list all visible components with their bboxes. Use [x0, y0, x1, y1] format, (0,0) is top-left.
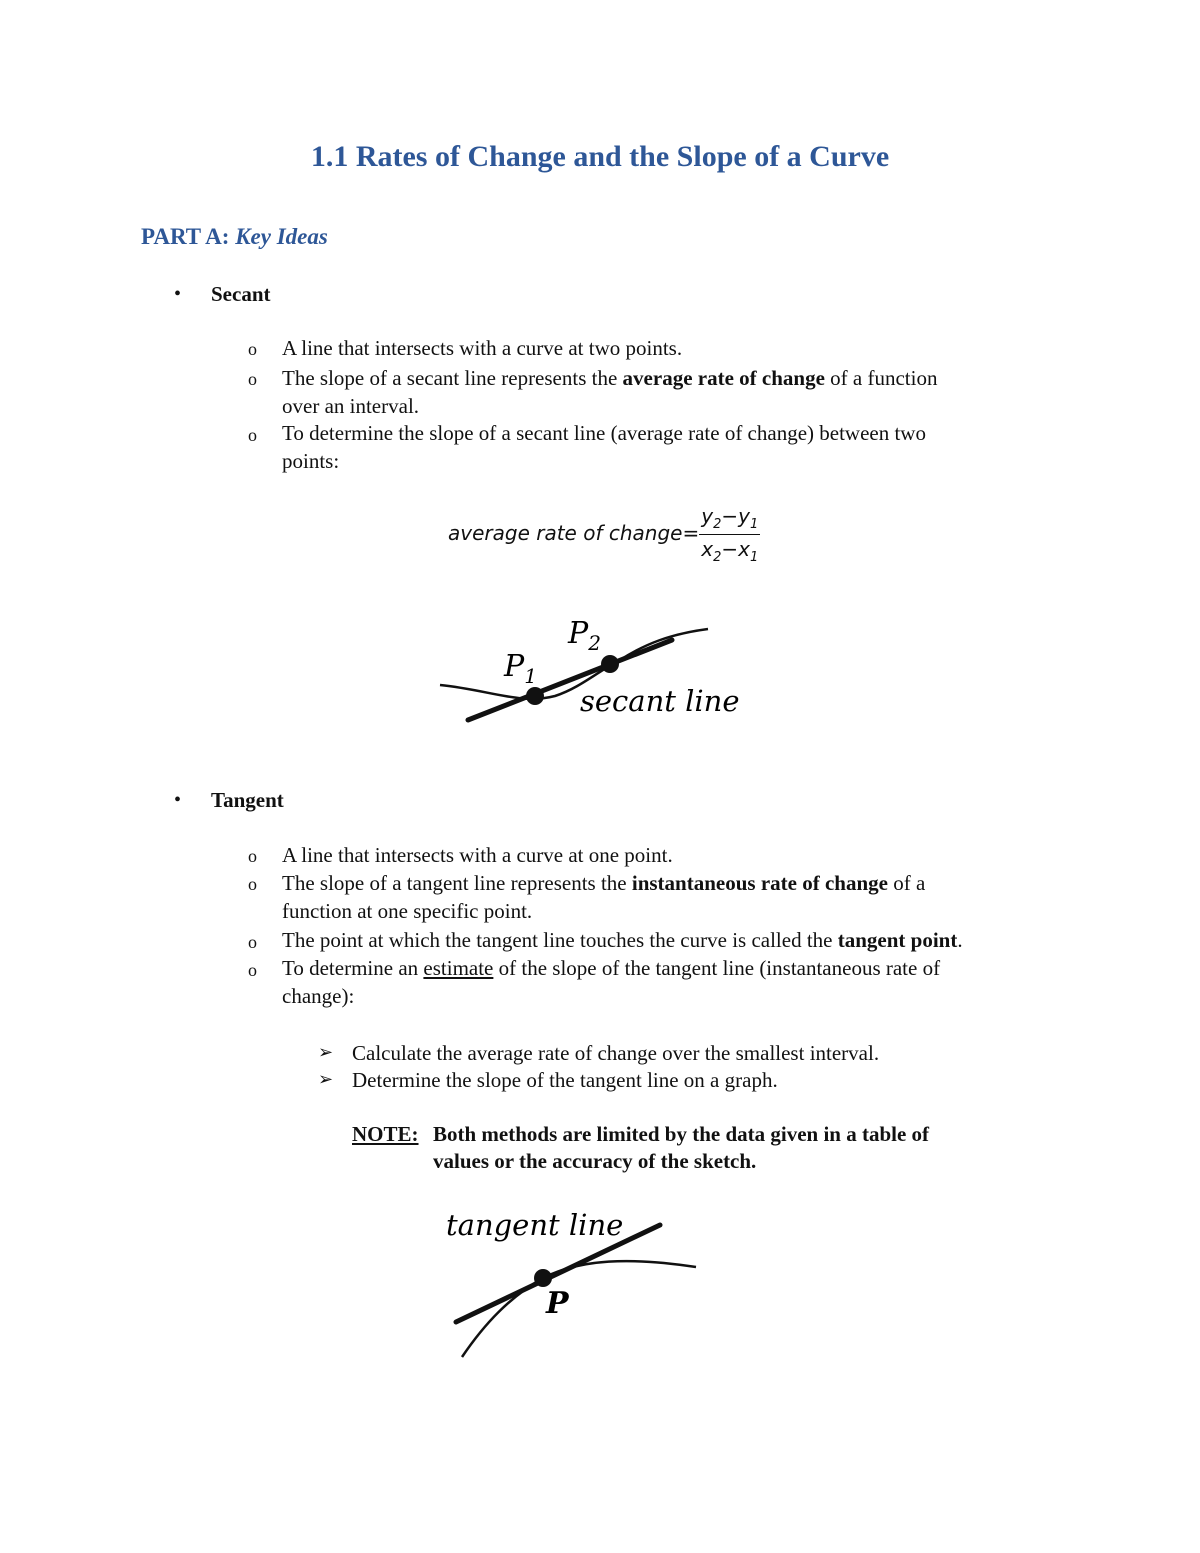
bullet-marker: • — [174, 283, 182, 305]
tangent-estimate-tail: of the slope of the tangent line (instantaneous rate of — [498, 956, 941, 980]
tangent-line-label: tangent line — [446, 1208, 624, 1242]
tangent-estimate-lead: To determine an — [282, 956, 419, 980]
part-label: PART A: — [141, 224, 230, 249]
tangent-slope-tail: of a — [893, 871, 926, 895]
average-rate-formula — [448, 504, 760, 565]
sub-marker: o — [248, 874, 257, 894]
part-subtitle: Key Ideas — [235, 224, 328, 249]
sub-marker: o — [248, 425, 257, 445]
secant-line-label: secant line — [580, 684, 740, 718]
secant-heading: Secant — [211, 282, 271, 306]
tangent-slope-lead: The slope of a tangent line represents the — [282, 871, 627, 895]
point-p — [534, 1269, 552, 1287]
secant-determine-line2: points: — [282, 449, 340, 473]
secant-slope-text — [282, 364, 1042, 420]
tangent-slope-line2: function at one specific point. — [282, 899, 533, 923]
tangent-definition: A line that intersects with a curve at one point. — [282, 843, 673, 867]
secant-slope-lead: The slope of a secant line represents the — [282, 366, 618, 390]
secant-slope-line2: over an interval. — [282, 394, 420, 418]
sub-marker: o — [248, 369, 257, 389]
tangent-estimate-text — [282, 954, 1062, 1010]
tangent-estimate-line2: change): — [282, 984, 355, 1008]
tangent-point-text — [282, 926, 1082, 954]
secant-slope-tail: of a function — [830, 366, 938, 390]
note-line-2: values or the accuracy of the sketch. — [433, 1149, 757, 1173]
sub-marker: o — [248, 960, 257, 980]
page-title: 1.1 Rates of Change and the Slope of a Curve — [310, 140, 890, 173]
curve — [462, 1261, 696, 1357]
note-line-1: Both methods are limited by the data given in a table of — [433, 1122, 930, 1146]
sub-marker: o — [248, 932, 257, 952]
tangent-slope-text — [282, 869, 1042, 925]
p2-label: $P_2$ — [568, 616, 601, 655]
tangent-point-lead: The point at which the tangent line touches the curve is called the — [282, 928, 833, 952]
tangent-point-period: . — [957, 928, 963, 952]
method-item: Determine the slope of the tangent line on a graph. — [352, 1068, 778, 1092]
formula-equals: = — [682, 521, 700, 545]
tangent-heading: Tangent — [211, 788, 284, 812]
secant-determine-line1: To determine the slope of a secant line (average rate of change) between two — [282, 421, 926, 445]
formula-denominator: $x_2-x_1$ — [701, 537, 759, 565]
bullet-marker: • — [174, 789, 182, 811]
point-p2 — [601, 655, 619, 673]
formula-fraction — [699, 504, 760, 565]
secant-figure — [430, 610, 750, 735]
formula-lhs: average rate of change — [448, 521, 683, 545]
average-rate-term: average rate of change — [622, 366, 825, 390]
point-p1 — [526, 687, 544, 705]
p1-label: $P_1$ — [504, 649, 537, 688]
estimate-term: estimate — [423, 956, 494, 980]
arrow-marker: ➢ — [318, 1069, 334, 1089]
formula-numerator: $y_2-y_1$ — [699, 504, 760, 535]
secant-determine-text — [282, 419, 1042, 475]
sub-marker: o — [248, 846, 257, 866]
tangent-figure — [440, 1205, 710, 1365]
section-heading — [141, 224, 328, 250]
sub-marker: o — [248, 339, 257, 359]
p-label: P — [546, 1286, 569, 1321]
method-item: Calculate the average rate of change over the smallest interval. — [352, 1041, 880, 1065]
tangent-point-term: tangent point — [837, 928, 958, 952]
note-label: NOTE: — [352, 1122, 419, 1146]
arrow-marker: ➢ — [318, 1042, 334, 1062]
instantaneous-rate-term: instantaneous rate of change — [631, 871, 888, 895]
secant-definition: A line that intersects with a curve at two points. — [282, 336, 683, 360]
